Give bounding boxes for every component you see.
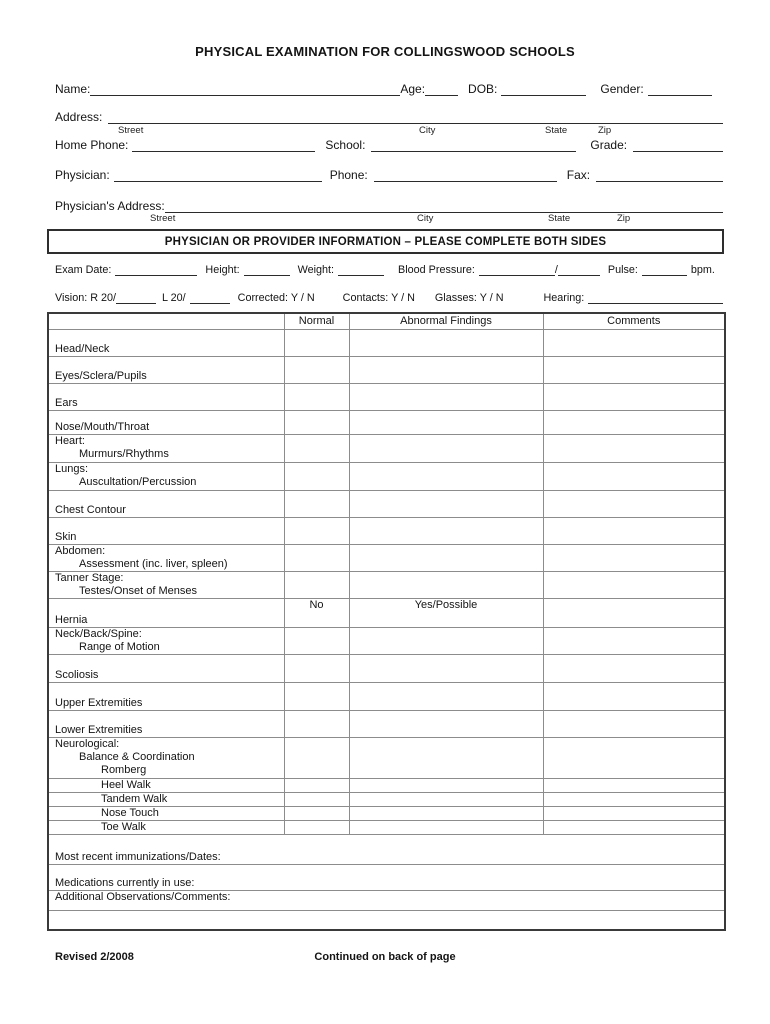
revision-note: Revised 2/2008 bbox=[55, 951, 134, 963]
normal-cell bbox=[284, 329, 349, 356]
category-label: Murmurs/Rhythms bbox=[79, 447, 169, 460]
school-label: School: bbox=[325, 138, 366, 152]
category-cell bbox=[48, 627, 284, 654]
normal-cell bbox=[284, 410, 349, 434]
category-label: Abdomen: bbox=[55, 544, 106, 557]
table-row bbox=[48, 710, 725, 737]
abnormal-findings-cell bbox=[349, 778, 543, 792]
pulse-label: Pulse: bbox=[607, 264, 638, 276]
category-cell bbox=[48, 710, 284, 737]
state2-sublabel: State bbox=[548, 213, 571, 224]
category-label: Auscultation/Percussion bbox=[79, 475, 197, 488]
category-cell bbox=[48, 792, 284, 806]
page-title: PHYSICAL EXAMINATION FOR COLLINGSWOOD SCHOOLS bbox=[195, 44, 575, 59]
category-cell bbox=[48, 434, 284, 462]
abnormal-findings-cell bbox=[349, 517, 543, 544]
category-label: Lungs: bbox=[55, 462, 89, 475]
gender-blank bbox=[648, 81, 712, 96]
grade-label: Grade: bbox=[590, 138, 628, 152]
category-cell bbox=[48, 910, 725, 930]
category-cell bbox=[48, 820, 284, 834]
abnormal-findings-cell bbox=[349, 737, 543, 778]
normal-cell bbox=[284, 490, 349, 517]
category-cell bbox=[48, 383, 284, 410]
vision-l-blank bbox=[190, 290, 230, 304]
comments-cell bbox=[543, 627, 725, 654]
category-cell bbox=[48, 571, 284, 598]
category-label: Neck/Back/Spine: bbox=[55, 627, 142, 640]
hearing-label: Hearing: bbox=[543, 292, 585, 304]
abnormal-findings-cell: Yes/Possible bbox=[349, 598, 543, 627]
examination-table bbox=[47, 312, 726, 931]
table-row bbox=[48, 834, 725, 864]
normal-cell bbox=[284, 806, 349, 820]
bp-diastolic-blank bbox=[558, 262, 600, 276]
category-label: Testes/Onset of Menses bbox=[79, 584, 197, 597]
category-label: Tandem Walk bbox=[101, 792, 168, 805]
table-row bbox=[48, 820, 725, 834]
category-cell bbox=[48, 598, 284, 627]
glasses-label: Glasses: Y / N bbox=[434, 292, 504, 304]
category-label: Chest Contour bbox=[55, 503, 126, 516]
comments-cell bbox=[543, 820, 725, 834]
physician-label: Physician: bbox=[55, 168, 110, 182]
category-cell bbox=[48, 806, 284, 820]
category-label: Neurological: bbox=[55, 737, 120, 750]
category-label: Romberg bbox=[101, 763, 147, 776]
category-cell bbox=[48, 778, 284, 792]
normal-cell bbox=[284, 654, 349, 682]
table-row bbox=[48, 627, 725, 654]
abnormal-findings-cell bbox=[349, 806, 543, 820]
column-header-abnormal-findings: Abnormal Findings bbox=[349, 313, 543, 329]
category-label: Medications currently in use: bbox=[55, 876, 195, 889]
section-banner: PHYSICIAN OR PROVIDER INFORMATION – PLEASE COMPLETE BOTH SIDES bbox=[47, 229, 724, 254]
height-label: Height: bbox=[205, 264, 240, 276]
abnormal-findings-cell bbox=[349, 571, 543, 598]
category-label: Heart: bbox=[55, 434, 85, 447]
category-label: Skin bbox=[55, 530, 77, 543]
category-cell bbox=[48, 682, 284, 710]
category-cell bbox=[48, 490, 284, 517]
vision-label: Vision: R 20/ bbox=[55, 292, 117, 304]
weight-blank bbox=[338, 262, 384, 276]
normal-cell bbox=[284, 682, 349, 710]
category-cell bbox=[48, 356, 284, 383]
normal-cell bbox=[284, 820, 349, 834]
exam-date-label: Exam Date: bbox=[55, 264, 112, 276]
table-row bbox=[48, 654, 725, 682]
abnormal-findings-cell bbox=[349, 627, 543, 654]
normal-cell bbox=[284, 434, 349, 462]
table-row bbox=[48, 864, 725, 890]
comments-cell bbox=[543, 329, 725, 356]
physician-address-blank bbox=[165, 198, 723, 213]
address-row bbox=[55, 109, 723, 124]
category-label: Eyes/Sclera/Pupils bbox=[55, 369, 147, 382]
abnormal-findings-cell bbox=[349, 654, 543, 682]
gender-label: Gender: bbox=[600, 82, 644, 96]
table-row bbox=[48, 571, 725, 598]
exam-date-row bbox=[55, 262, 723, 276]
state-sublabel: State bbox=[545, 125, 568, 136]
category-cell bbox=[48, 329, 284, 356]
abnormal-findings-cell bbox=[349, 820, 543, 834]
street-sublabel: Street bbox=[118, 125, 144, 136]
comments-cell bbox=[543, 792, 725, 806]
table-row bbox=[48, 737, 725, 778]
blood-pressure-label: Blood Pressure: bbox=[398, 264, 475, 276]
city2-sublabel: City bbox=[417, 213, 434, 224]
comments-cell bbox=[543, 410, 725, 434]
table-row bbox=[48, 890, 725, 910]
category-cell bbox=[48, 462, 284, 490]
column-header-comments: Comments bbox=[543, 313, 725, 329]
abnormal-findings-cell bbox=[349, 356, 543, 383]
table-row bbox=[48, 806, 725, 820]
street2-sublabel: Street bbox=[150, 213, 176, 224]
table-row bbox=[48, 544, 725, 571]
category-cell bbox=[48, 834, 725, 864]
home-phone-blank bbox=[132, 137, 315, 152]
comments-cell bbox=[543, 682, 725, 710]
category-label: Lower Extremities bbox=[55, 723, 143, 736]
abnormal-findings-cell bbox=[349, 710, 543, 737]
age-blank bbox=[425, 81, 458, 96]
home-phone-row bbox=[55, 137, 723, 152]
abnormal-findings-cell bbox=[349, 490, 543, 517]
category-cell bbox=[48, 890, 725, 910]
normal-cell bbox=[284, 571, 349, 598]
comments-cell bbox=[543, 571, 725, 598]
category-cell bbox=[48, 654, 284, 682]
bp-slash: / bbox=[554, 264, 558, 276]
table-row bbox=[48, 778, 725, 792]
table-row bbox=[48, 356, 725, 383]
category-label: Additional Observations/Comments: bbox=[55, 890, 231, 903]
bpm-label: bpm. bbox=[690, 264, 715, 276]
category-label: Heel Walk bbox=[101, 778, 151, 791]
name-label: Name: bbox=[55, 82, 91, 96]
age-label: Age: bbox=[400, 82, 426, 96]
dob-blank bbox=[501, 81, 586, 96]
contacts-label: Contacts: Y / N bbox=[342, 292, 415, 304]
category-label: Balance & Coordination bbox=[79, 750, 195, 763]
name-row bbox=[55, 81, 723, 96]
fax-blank bbox=[596, 167, 723, 182]
exam-date-blank bbox=[115, 262, 197, 276]
abnormal-findings-cell bbox=[349, 434, 543, 462]
category-label: Assessment (inc. liver, spleen) bbox=[79, 557, 228, 570]
zip2-sublabel: Zip bbox=[617, 213, 631, 224]
category-label: Head/Neck bbox=[55, 342, 110, 355]
category-label: Toe Walk bbox=[101, 820, 146, 833]
normal-cell: No bbox=[284, 598, 349, 627]
vision-r-blank bbox=[116, 290, 156, 304]
abnormal-findings-cell bbox=[349, 792, 543, 806]
table-row bbox=[48, 517, 725, 544]
table-row bbox=[48, 329, 725, 356]
category-label: Hernia bbox=[55, 613, 88, 626]
abnormal-findings-cell bbox=[349, 329, 543, 356]
category-cell bbox=[48, 737, 284, 778]
table-row bbox=[48, 792, 725, 806]
hearing-blank bbox=[588, 290, 723, 304]
category-cell bbox=[48, 864, 725, 890]
abnormal-findings-cell bbox=[349, 544, 543, 571]
comments-cell bbox=[543, 598, 725, 627]
table-row bbox=[48, 910, 725, 930]
table-row bbox=[48, 462, 725, 490]
physician-address-label: Physician's Address: bbox=[55, 199, 165, 213]
table-row bbox=[48, 434, 725, 462]
comments-cell bbox=[543, 737, 725, 778]
comments-cell bbox=[543, 462, 725, 490]
physician-row bbox=[55, 167, 723, 182]
fax-label: Fax: bbox=[566, 168, 591, 182]
comments-cell bbox=[543, 356, 725, 383]
address-blank bbox=[108, 109, 723, 124]
comments-cell bbox=[543, 710, 725, 737]
city-sublabel: City bbox=[419, 125, 436, 136]
physician-address-row bbox=[55, 198, 723, 213]
normal-cell bbox=[284, 710, 349, 737]
comments-cell bbox=[543, 778, 725, 792]
comments-cell bbox=[543, 544, 725, 571]
table-row bbox=[48, 682, 725, 710]
abnormal-findings-cell bbox=[349, 682, 543, 710]
corrected-label: Corrected: Y / N bbox=[237, 292, 315, 304]
comments-cell bbox=[543, 383, 725, 410]
abnormal-findings-cell bbox=[349, 383, 543, 410]
normal-cell bbox=[284, 462, 349, 490]
category-label: Most recent immunizations/Dates: bbox=[55, 850, 221, 863]
abnormal-findings-cell bbox=[349, 410, 543, 434]
category-label: Ears bbox=[55, 396, 78, 409]
comments-cell bbox=[543, 490, 725, 517]
category-label: Nose Touch bbox=[101, 806, 159, 819]
bp-systolic-blank bbox=[479, 262, 555, 276]
name-blank bbox=[90, 81, 400, 96]
school-blank bbox=[371, 137, 576, 152]
normal-cell bbox=[284, 517, 349, 544]
comments-cell bbox=[543, 654, 725, 682]
phone-blank bbox=[374, 167, 557, 182]
category-cell bbox=[48, 544, 284, 571]
continued-note: Continued on back of page bbox=[314, 951, 456, 963]
column-header-category bbox=[48, 313, 284, 329]
category-label: Scoliosis bbox=[55, 668, 99, 681]
home-phone-label: Home Phone: bbox=[55, 138, 129, 152]
table-row bbox=[48, 598, 725, 627]
weight-label: Weight: bbox=[297, 264, 335, 276]
table-header-row bbox=[48, 313, 725, 329]
normal-cell bbox=[284, 778, 349, 792]
table-row bbox=[48, 410, 725, 434]
category-label: Upper Extremities bbox=[55, 696, 143, 709]
zip-sublabel: Zip bbox=[598, 125, 612, 136]
category-label: Nose/Mouth/Throat bbox=[55, 420, 150, 433]
abnormal-findings-cell bbox=[349, 462, 543, 490]
normal-cell bbox=[284, 383, 349, 410]
height-blank bbox=[244, 262, 290, 276]
grade-blank bbox=[633, 137, 723, 152]
category-cell bbox=[48, 517, 284, 544]
vision-row bbox=[55, 290, 723, 304]
column-header-normal: Normal bbox=[284, 313, 349, 329]
table-row bbox=[48, 490, 725, 517]
phone-label: Phone: bbox=[329, 168, 368, 182]
address-label: Address: bbox=[55, 110, 103, 124]
comments-cell bbox=[543, 806, 725, 820]
comments-cell bbox=[543, 434, 725, 462]
normal-cell bbox=[284, 627, 349, 654]
pulse-blank bbox=[642, 262, 687, 276]
normal-cell bbox=[284, 544, 349, 571]
category-label: Range of Motion bbox=[79, 640, 160, 653]
category-label: Tanner Stage: bbox=[55, 571, 124, 584]
comments-cell bbox=[543, 517, 725, 544]
table-row bbox=[48, 383, 725, 410]
dob-label: DOB: bbox=[468, 82, 498, 96]
physician-blank bbox=[114, 167, 322, 182]
vision-l-label: L 20/ bbox=[162, 292, 186, 304]
normal-cell bbox=[284, 737, 349, 778]
normal-cell bbox=[284, 792, 349, 806]
normal-cell bbox=[284, 356, 349, 383]
category-cell bbox=[48, 410, 284, 434]
